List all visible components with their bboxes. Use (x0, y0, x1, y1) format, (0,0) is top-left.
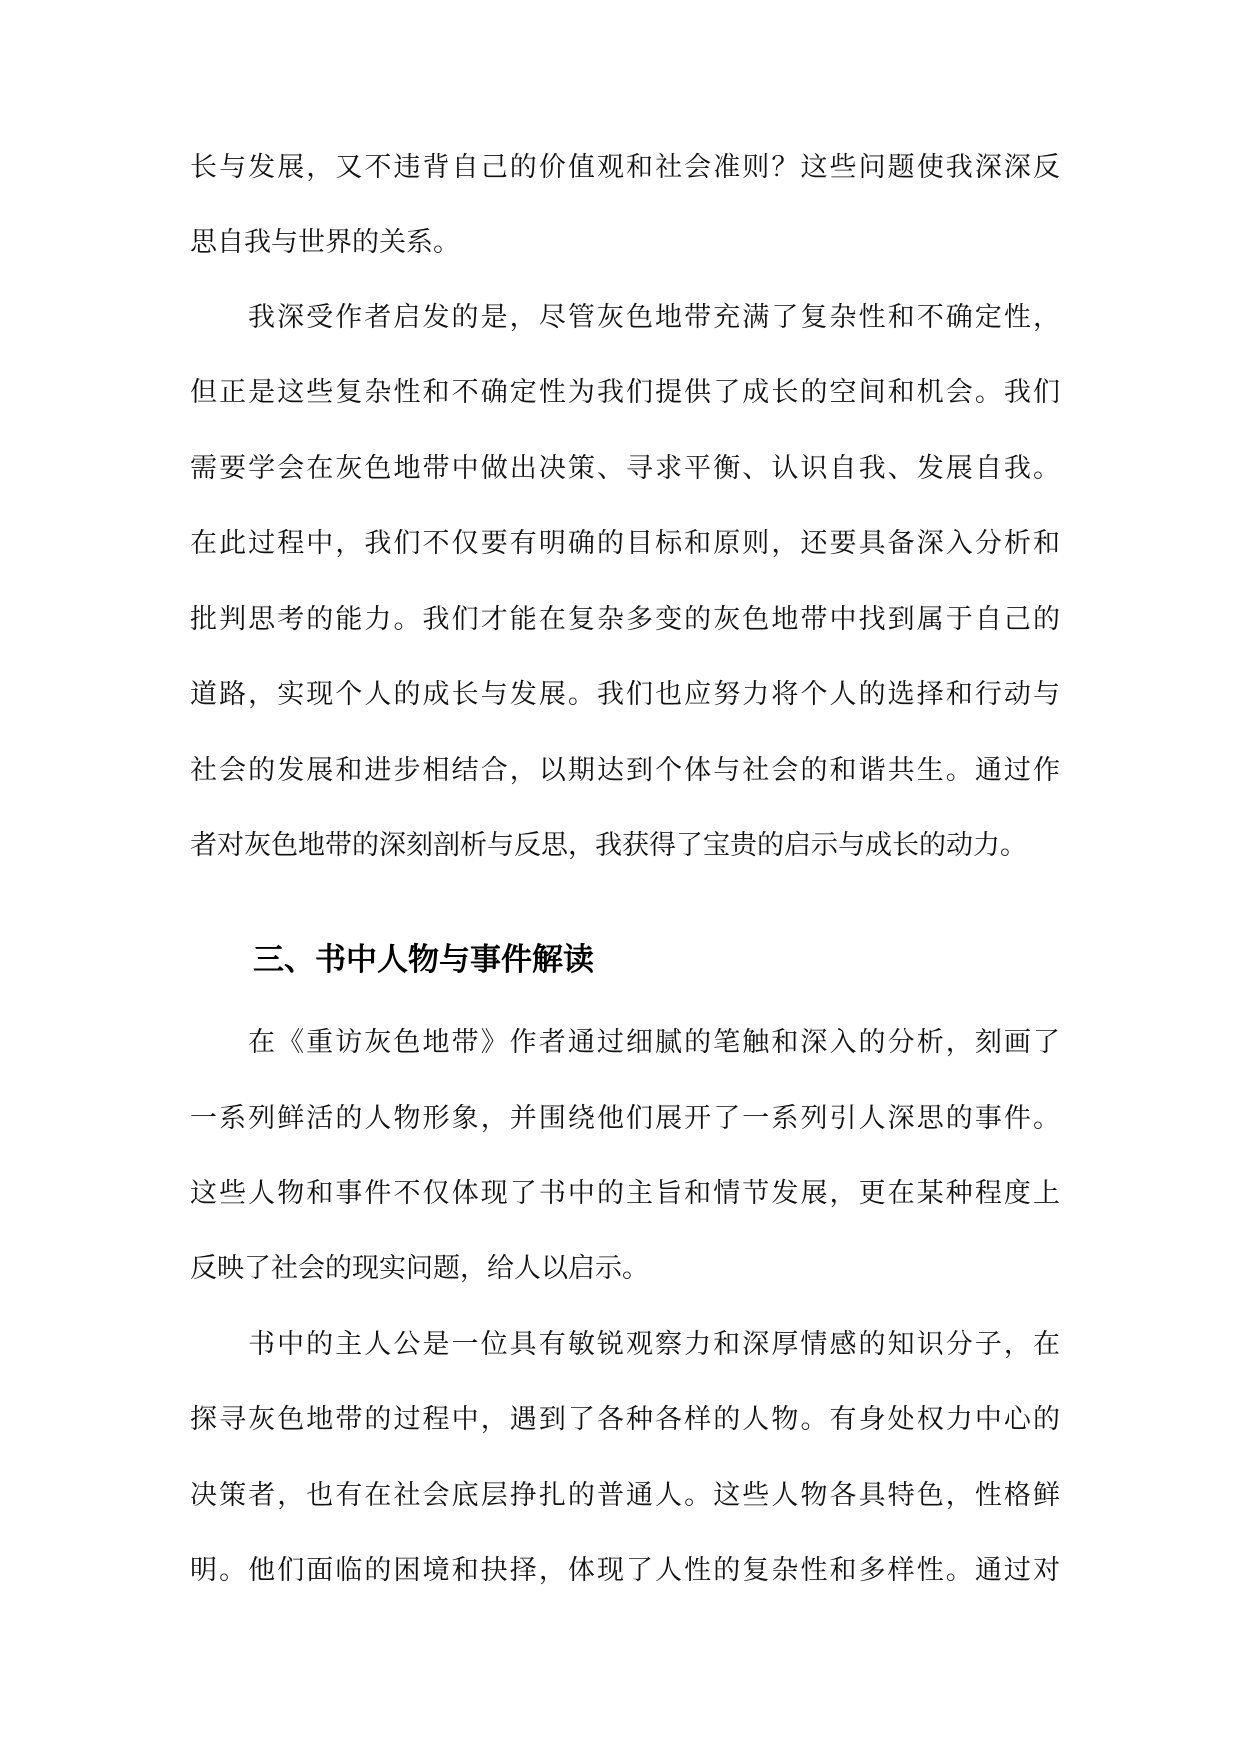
text-line: 道路，实现个人的成长与发展。我们也应努力将个人的选择和行动与 (190, 679, 1060, 710)
text-line: 思自我与世界的关系。 (190, 227, 460, 258)
text-line: 明。他们面临的困境和抉择，体现了人性的复杂性和多样性。通过对 (190, 1555, 1060, 1586)
text-line: 反映了社会的现实问题，给人以启示。 (190, 1253, 649, 1284)
text-line: 者对灰色地带的深刻剖析与反思，我获得了宝贵的启示与成长的动力。 (190, 830, 1027, 861)
text-line: 在此过程中，我们不仅要有明确的目标和原则，还要具备深入分析和 (190, 528, 1060, 559)
text-line: 在《重访灰色地带》作者通过细腻的笔触和深入的分析，刻画了 (248, 1027, 1060, 1058)
text-line: 这些人物和事件不仅体现了书中的主旨和情节发展，更在某种程度上 (190, 1178, 1060, 1209)
text-line: 书中的主人公是一位具有敏锐观察力和深厚情感的知识分子，在 (248, 1329, 1060, 1360)
text-line: 批判思考的能力。我们才能在复杂多变的灰色地带中找到属于自己的 (190, 604, 1060, 635)
text-line: 需要学会在灰色地带中做出决策、寻求平衡、认识自我、发展自我。 (190, 453, 1060, 484)
text-line: 决策者，也有在社会底层挣扎的普通人。这些人物各具特色，性格鲜 (190, 1480, 1060, 1511)
section-heading: 三、书中人物与事件解读 (253, 942, 594, 978)
text-line: 长与发展，又不违背自己的价值观和社会准则？这些问题使我深深反 (190, 152, 1060, 183)
text-line: 但正是这些复杂性和不确定性为我们提供了成长的空间和机会。我们 (190, 377, 1060, 408)
text-line: 一系列鲜活的人物形象，并围绕他们展开了一系列引人深思的事件。 (190, 1103, 1060, 1134)
text-line: 我深受作者启发的是，尽管灰色地带充满了复杂性和不确定性， (248, 302, 1060, 333)
text-line: 探寻灰色地带的过程中，遇到了各种各样的人物。有身处权力中心的 (190, 1404, 1060, 1435)
text-line: 社会的发展和进步相结合，以期达到个体与社会的和谐共生。通过作 (190, 755, 1060, 786)
